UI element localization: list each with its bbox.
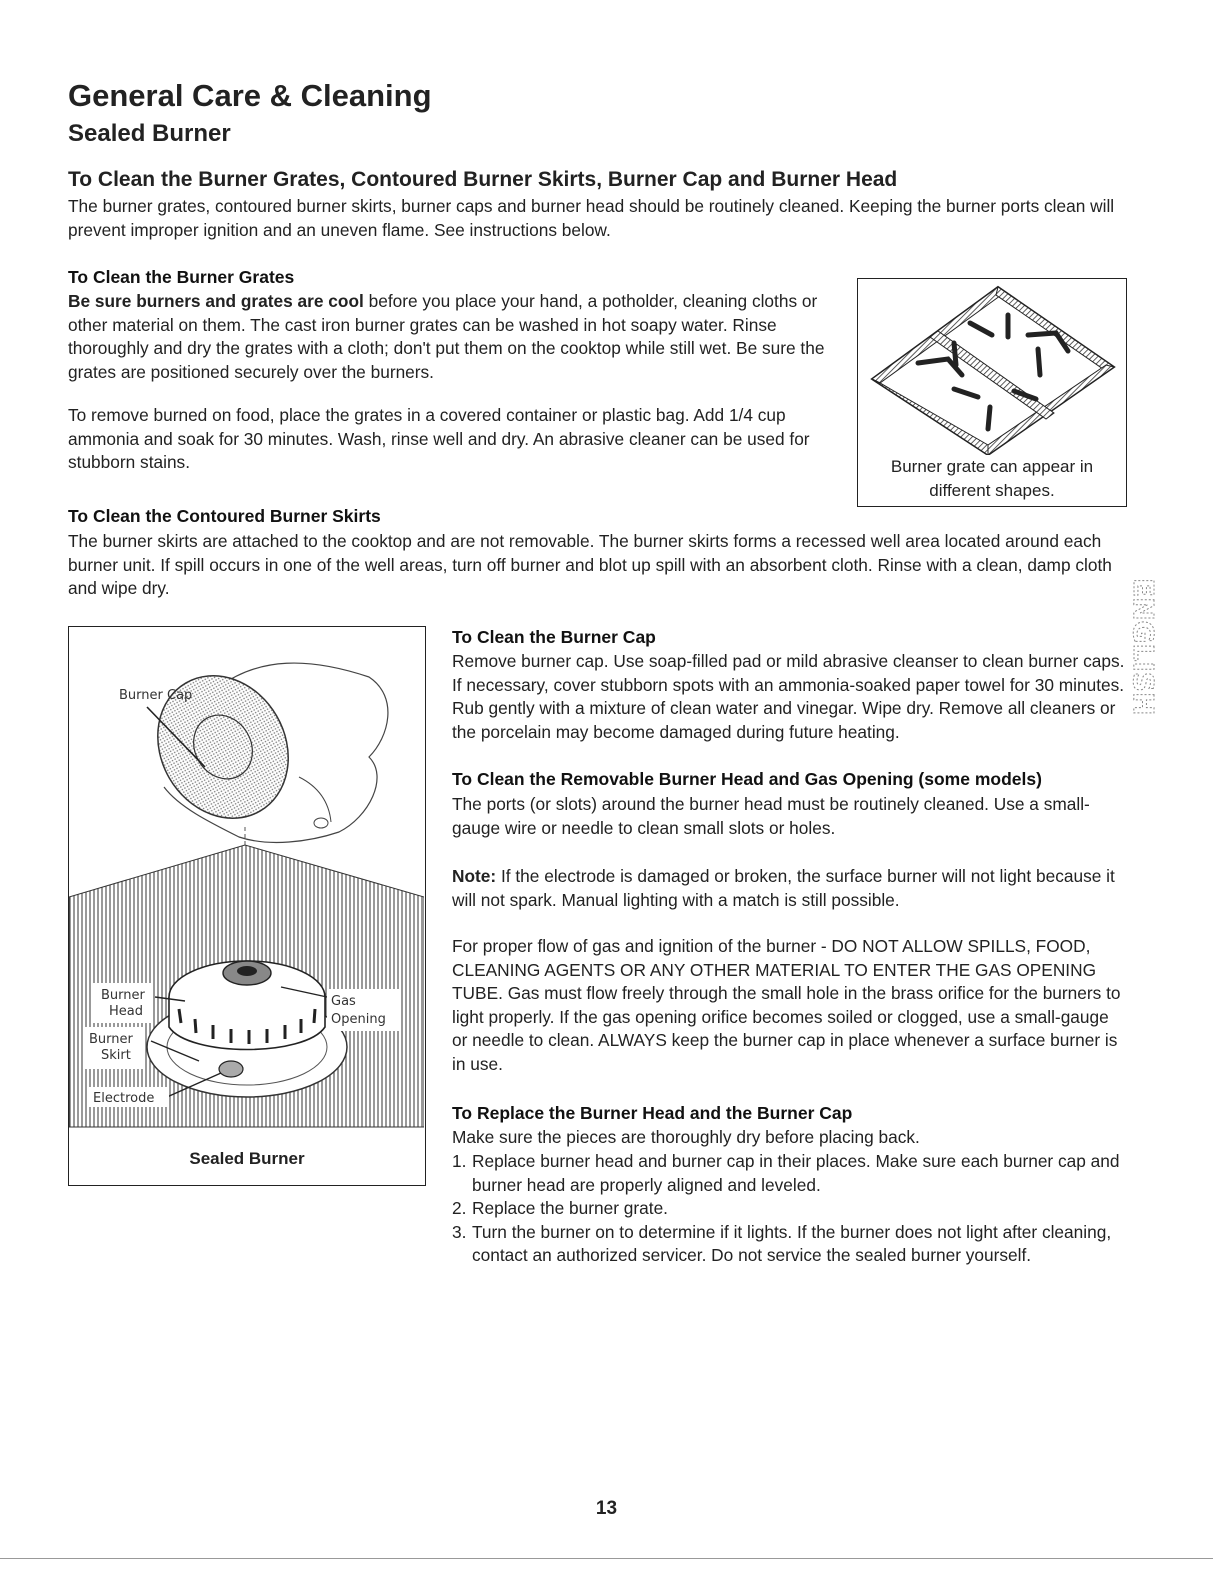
burner-grate-figure — [857, 278, 1127, 507]
head-paragraph: The ports (or slots) around the burner head must be routinely cleaned. Use a small-gauge wire or needle to clean small slots or holes. — [452, 794, 1090, 838]
replace-intro: Make sure the pieces are thoroughly dry before placing back. — [452, 1127, 920, 1147]
note-paragraph — [452, 865, 1128, 912]
step-number: 1. — [452, 1151, 467, 1171]
section-title: Sealed Burner — [68, 120, 231, 147]
page-title: General Care & Cleaning — [68, 78, 432, 113]
main-heading: To Clean the Burner Grates, Contoured Burner Skirts, Burner Cap and Burner Head — [68, 168, 898, 191]
grates-warning: Be sure burners and grates are cool — [68, 291, 364, 311]
sealed-burner-figure — [68, 626, 426, 1186]
intro-paragraph: The burner grates, contoured burner skirts, burner caps and burner head should be routinely cleaned. Keeping the burner ports clean will prevent improper ignition and an uneven flame. See instructions below. — [68, 196, 1115, 240]
label-burner-skirt-2: Skirt — [101, 1048, 131, 1063]
step-text: Turn the burner on to determine if it lights. If the burner does not light after cleaning, contact an authorized servicer. Do not service the sealed burner yourself. — [472, 1221, 1112, 1265]
step-number: 3. — [452, 1221, 467, 1242]
step-number: 2. — [452, 1198, 467, 1218]
list-item — [452, 1197, 1128, 1221]
skirts-paragraph: The burner skirts are attached to the cooktop and are not removable. The burner skirts forms a recessed well area located around each burner unit. If spill occurs in one of the well areas, turn off burner and blot up spill with an absorbent cloth. Rinse with a clean, damp cloth and wipe dry. — [68, 531, 1112, 598]
label-electrode: Electrode — [93, 1091, 155, 1106]
gas-flow-paragraph: For proper flow of gas and ignition of the burner - DO NOT ALLOW SPILLS, FOOD, CLEANING AGENTS OR ANY OTHER MATERIAL TO ENTER THE GAS OPENING TUBE. Gas must flow freely through the small hole in the brass orifice for the burners to light properly. If the gas opening orifice becomes soiled or clogged, use a small-gauge or needle to clean. ALWAYS keep the burner cap in place whenever a surface burner is in use. — [452, 936, 1121, 1074]
label-burner-cap: Burner Cap — [119, 688, 193, 703]
note-text: If the electrode is damaged or broken, the surface burner will not light because it will not spark. Manual lighting with a match is still possible. — [452, 866, 1115, 910]
page-number: 13 — [595, 1498, 618, 1519]
grates-paragraph-1 — [68, 290, 843, 384]
grates-heading: To Clean the Burner Grates — [68, 267, 295, 287]
grates-paragraph-1-text: before you place your hand, a potholder, cleaning cloths or other material on them. The cast iron burner grates can be washed in hot soapy water. Rinse thoroughly and dry the grates with a cloth; don't put them on the cooktop while still wet. Be sure the grates are positioned securely over the burners. — [68, 291, 825, 382]
step-text: Replace the burner grate. — [472, 1198, 668, 1218]
sealed-burner-illustration — [69, 627, 424, 1142]
list-item — [452, 1221, 1128, 1268]
grate-figure-caption: Burner grate can appear in different shapes. — [890, 457, 1094, 500]
grates-paragraph-2: To remove burned on food, place the grates in a covered container or plastic bag. Add 1/4 cup ammonia and soak for 30 minutes. Wash, rinse well and dry. An abrasive cleaner can be used for stubborn stains. — [68, 405, 810, 472]
side-tab-text: ENGLISH — [1127, 578, 1160, 716]
list-item — [452, 1150, 1128, 1197]
label-burner-skirt-1: Burner — [89, 1032, 133, 1047]
replace-heading: To Replace the Burner Head and the Burner Cap — [452, 1103, 853, 1123]
sealed-burner-caption: Sealed Burner — [189, 1149, 305, 1168]
burner-grate-illustration — [858, 279, 1125, 455]
label-burner-head-2: Head — [109, 1004, 143, 1019]
skirts-heading: To Clean the Contoured Burner Skirts — [68, 506, 381, 526]
label-gas-opening-1: Gas — [331, 994, 356, 1009]
label-burner-head-1: Burner — [101, 988, 145, 1003]
language-side-tab — [1122, 570, 1162, 750]
replace-steps-list — [452, 1150, 1128, 1268]
cap-heading: To Clean the Burner Cap — [452, 627, 656, 647]
head-heading: To Clean the Removable Burner Head and Gas Opening (some models) — [452, 769, 1042, 789]
step-text: Replace burner head and burner cap in their places. Make sure each burner cap and burner head are properly aligned and leveled. — [472, 1151, 1120, 1195]
bottom-rule — [0, 1558, 1213, 1559]
note-label: Note: — [452, 866, 497, 886]
cap-paragraph: Remove burner cap. Use soap-filled pad or mild abrasive cleanser to clean burner caps. If necessary, cover stubborn spots with an ammonia-soaked paper towel for 30 minutes. Rub gently with a mixture of clean water and vinegar. Wipe dry. Remove all cleaners or the porcelain may become damaged during future heating. — [452, 651, 1125, 742]
label-gas-opening-2: Opening — [331, 1012, 386, 1027]
